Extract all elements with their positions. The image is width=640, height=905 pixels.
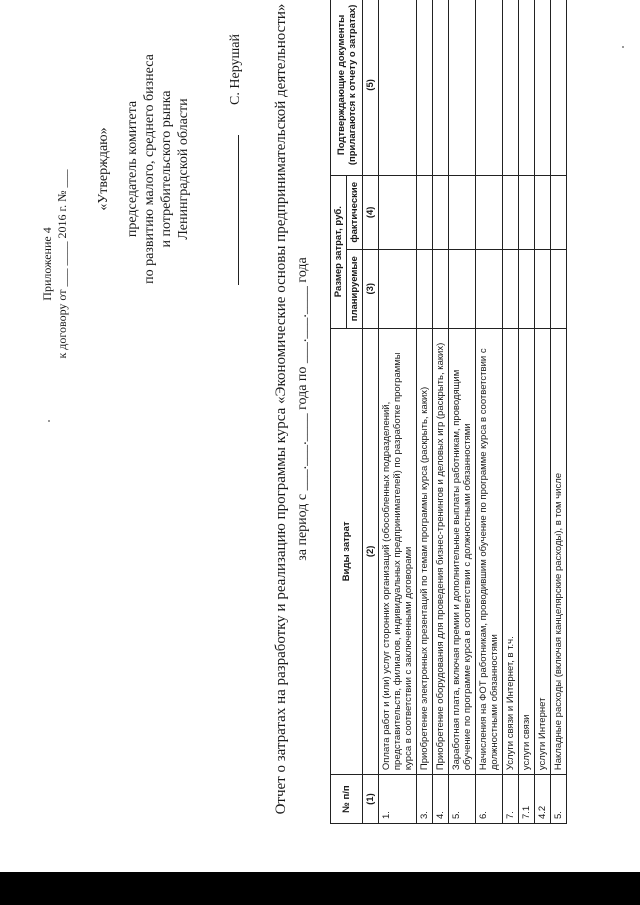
- row-kind: Приобретение оборудования для проведения бизнес-тренингов и деловых игр (раскрыть, каких): [433, 328, 449, 775]
- row-docs: [379, 0, 417, 175]
- row-planned: [519, 249, 535, 328]
- table-row: [551, 0, 567, 824]
- row-kind: Заработная плата, включая премии и дополнительные выплаты работникам, проводящим обучение по программе курса в соответствии с должностными обязанностями: [449, 328, 476, 775]
- scan-speck: [622, 46, 624, 48]
- index-cell: (2): [363, 328, 379, 775]
- table-row: [449, 0, 476, 824]
- header-actual: фактические: [347, 175, 363, 249]
- scan-speck: [48, 420, 50, 422]
- table-row: [519, 0, 535, 824]
- row-actual: [449, 175, 476, 249]
- row-docs: [535, 0, 551, 175]
- row-actual: [519, 175, 535, 249]
- header-docs: Подтверждающие документы (прилагаются к отчету о затратах): [331, 0, 363, 175]
- row-actual: [379, 175, 417, 249]
- row-docs: [551, 0, 567, 175]
- index-cell: (1): [363, 775, 379, 824]
- row-planned: [476, 249, 503, 328]
- contract-reference: к договору от ___ ____ 2016 г. № ___: [55, 169, 69, 359]
- table-row: [417, 0, 433, 824]
- row-actual: [503, 175, 519, 249]
- header-kind: Виды затрат: [331, 328, 363, 775]
- scan-edge-bar: [0, 872, 640, 905]
- row-num: 4.2: [535, 775, 551, 824]
- row-kind: Оплата работ и (или) услуг сторонних организаций (обособленных подразделений, представительств, филиалов, индивидуальных предпринимателей) по разработке программы курса в соответствии с заключенными договорами: [379, 328, 417, 775]
- header-planned: планируемые: [347, 249, 363, 328]
- row-docs: [519, 0, 535, 175]
- signature-row: [228, 34, 244, 304]
- row-docs: [503, 0, 519, 175]
- row-docs: [417, 0, 433, 175]
- costs-table: [330, 0, 567, 824]
- appendix-label: Приложение 4: [40, 227, 54, 301]
- approver-position-line-3: и потребительского рынка: [159, 90, 174, 248]
- row-num: 4.: [433, 775, 449, 824]
- row-actual: [476, 175, 503, 249]
- row-num: 5.: [449, 775, 476, 824]
- row-planned: [417, 249, 433, 328]
- index-cell: (4): [363, 175, 379, 249]
- row-num: 3.: [417, 775, 433, 824]
- row-kind: Накладные расходы (включая канцелярские расходы), в том числе: [551, 328, 567, 775]
- approver-position-line-2: по развитию малого, среднего бизнеса: [142, 54, 157, 284]
- row-kind: Начисления на ФОТ работникам, проводившим обучение по программе курса в соответствии с должностными обязанностями: [476, 328, 503, 775]
- row-actual: [417, 175, 433, 249]
- row-num: 6.: [476, 775, 503, 824]
- row-planned: [379, 249, 417, 328]
- row-docs: [449, 0, 476, 175]
- row-num: 7.1: [519, 775, 535, 824]
- row-planned: [433, 249, 449, 328]
- table-row: [535, 0, 551, 824]
- row-actual: [551, 175, 567, 249]
- approval-block: [95, 34, 192, 304]
- table-row: [379, 0, 417, 824]
- header-num: № п/п: [331, 775, 363, 824]
- signature-line: [238, 135, 239, 285]
- index-cell: (3): [363, 249, 379, 328]
- row-planned: [449, 249, 476, 328]
- approver-position-line-1: председатель комитета: [125, 100, 140, 238]
- header-amount: Размер затрат, руб.: [331, 175, 347, 328]
- row-actual: [433, 175, 449, 249]
- row-num: 1.: [379, 775, 417, 824]
- report-title-block: [272, 0, 312, 824]
- index-cell: (5): [363, 0, 379, 175]
- row-kind: услуги Интернет: [535, 328, 551, 775]
- table-row: [503, 0, 519, 824]
- table-row: [433, 0, 449, 824]
- row-num: 5.: [551, 775, 567, 824]
- approval-stamp: «Утверждаю»: [96, 127, 111, 211]
- appendix-header: [40, 134, 70, 394]
- row-actual: [535, 175, 551, 249]
- row-num: 7.: [503, 775, 519, 824]
- row-kind: Услуги связи и Интернет, в т.ч.: [503, 328, 519, 775]
- row-kind: услуги связи: [519, 328, 535, 775]
- row-planned: [551, 249, 567, 328]
- row-kind: Приобретение электронных презентаций по темам программы курса (раскрыть, каких): [417, 328, 433, 775]
- table-row: [476, 0, 503, 824]
- approver-position-line-4: Ленинградской области: [176, 98, 191, 240]
- row-docs: [433, 0, 449, 175]
- report-title: Отчет о затратах на разработку и реализацию программы курса «Экономические основы предпринимательской деятельности»: [273, 3, 289, 815]
- row-planned: [503, 249, 519, 328]
- row-planned: [535, 249, 551, 328]
- signer-name: С. Нерушай: [228, 34, 243, 105]
- row-docs: [476, 0, 503, 175]
- report-period: за период с ___.___.____ года по ___.___.____ года: [295, 257, 310, 561]
